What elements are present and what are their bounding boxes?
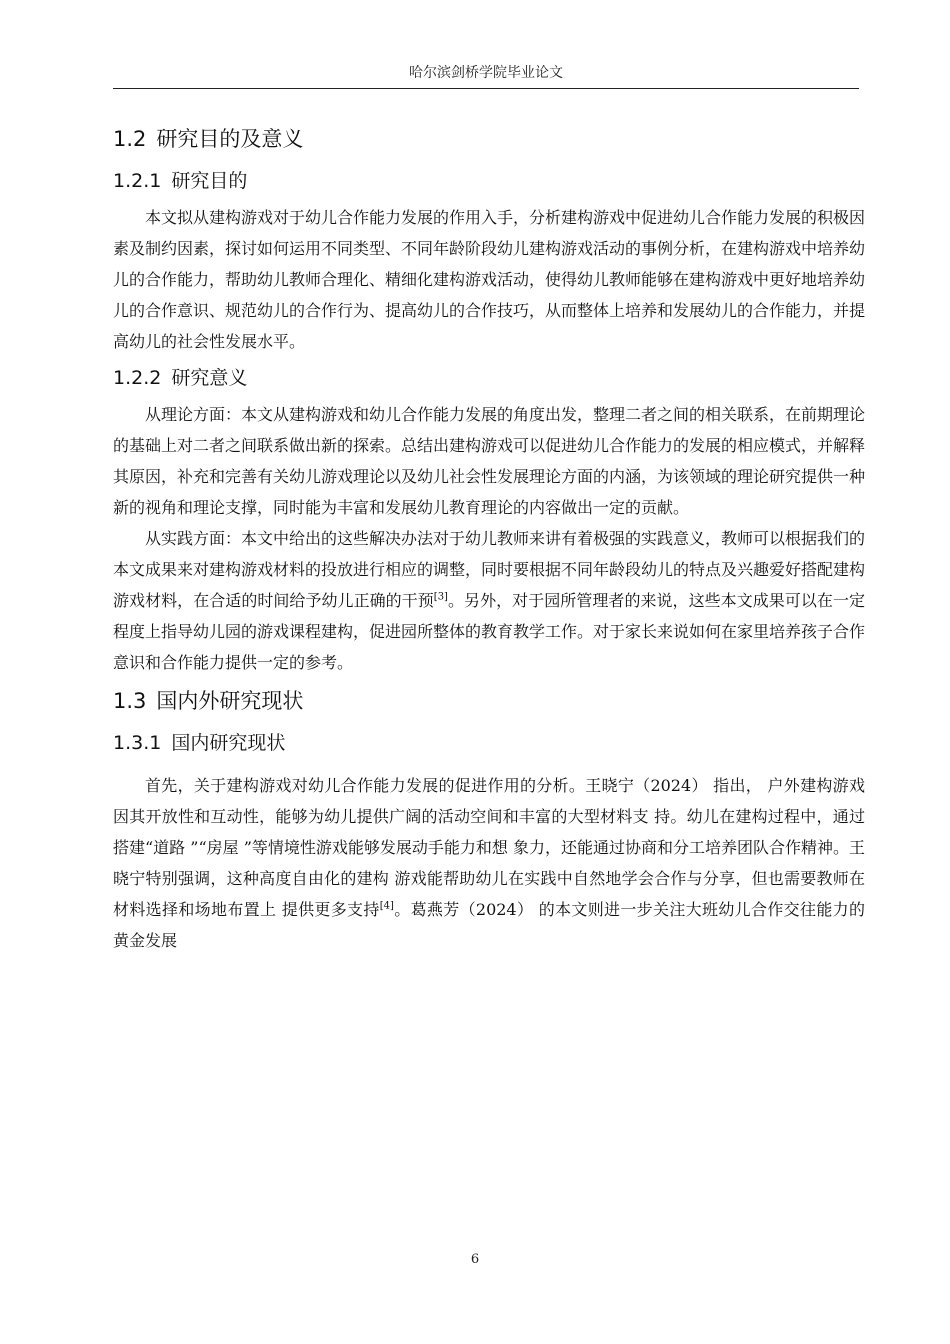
section-heading-1-2	[113, 118, 865, 160]
paragraph-text: 从实践方面：本文中给出的这些解决办法对于幼儿教师来讲有着极强的实践意义，教师可以根据我们的本文成果来对建构游戏材料的投放进行相应的调整，同时要根据不同年龄段幼儿的特点及兴趣爱好搭配建构游戏材料，在合适的时间给予幼儿正确的干预	[113, 529, 866, 610]
page-body	[113, 118, 865, 956]
section-number: 1.2.2	[113, 367, 162, 389]
section-title: 研究目的及意义	[156, 127, 304, 151]
paragraph-text: 首先，关于建构游戏对幼儿合作能力发展的促进作用的分析。王晓宁（2024） 指出， 户外建构游戏因其开放性和互动性，能够为幼儿提供广阔的活动空间和丰富的大型材料支 持。幼儿在建构过程中，通过搭建“道路 ”“房屋 ”等情境性游戏能够发展动手能力和想 象力，还能通过协商和分工培养团队合作精神。王晓宁特别强调，这种高度自由化的建构 游戏能帮助幼儿在实践中自然地学会合作与分享，但也需要教师在材料选择和场地布置上 提供更多支持	[113, 776, 865, 919]
section-number: 1.3	[113, 689, 147, 713]
section-heading-1-3-1	[113, 722, 865, 764]
paragraph-text: 。另外，对于园所管理者的来说，这些本文成果可以在一定程度上指导幼儿园的游戏课程建构，促进园所整体的教育教学工作。对于家长来说如何在家里培养孩子合作意识和合作能力提供一定的参考。	[113, 591, 866, 672]
section-title: 研究目的	[171, 170, 248, 192]
paragraph-practice-significance	[113, 523, 865, 678]
paragraph-research-purpose: 本文拟从建构游戏对于幼儿合作能力发展的作用入手，分析建构游戏中促进幼儿合作能力发展的积极因素及制约因素，探讨如何运用不同类型、不同年龄阶段幼儿建构游戏活动的事例分析，在建构游戏中培养幼儿的合作能力，帮助幼儿教师合理化、精细化建构游戏活动，使得幼儿教师能够在建构游戏中更好地培养幼儿的合作意识、规范幼儿的合作行为、提高幼儿的合作技巧，从而整体上培养和发展幼儿的合作能力，并提高幼儿的社会性发展水平。	[113, 208, 866, 351]
section-title: 研究意义	[171, 367, 248, 389]
paragraph-domestic-research	[113, 770, 865, 956]
paragraph-text: 。葛燕芳（2024） 的本文则进一步关注大班幼儿合作交往能力的黄金发展	[113, 900, 865, 950]
section-number: 1.3.1	[113, 732, 162, 754]
section-number: 1.2.1	[113, 170, 162, 192]
section-number: 1.2	[113, 127, 147, 151]
section-title: 国内研究现状	[171, 732, 286, 754]
section-heading-1-3	[113, 680, 865, 722]
citation-ref: [4]	[379, 900, 394, 912]
page-header: 哈尔滨剑桥学院毕业论文	[409, 65, 563, 81]
section-heading-1-2-1	[113, 160, 865, 202]
paragraph-theory-significance: 从理论方面：本文从建构游戏和幼儿合作能力发展的角度出发，整理二者之间的相关联系，在前期理论的基础上对二者之间联系做出新的探索。总结出建构游戏可以促进幼儿合作能力的发展的相应模式，并解释其原因，补充和完善有关幼儿游戏理论以及幼儿社会性发展理论方面的内涵，为该领域的理论研究提供一种新的视角和理论支撑，同时能为丰富和发展幼儿教育理论的内容做出一定的贡献。	[113, 405, 866, 517]
section-title: 国内外研究现状	[156, 689, 304, 713]
citation-ref: [3]	[433, 591, 448, 603]
section-heading-1-2-2	[113, 357, 865, 399]
page-number: 6	[470, 1252, 480, 1267]
header-rule	[113, 88, 859, 89]
